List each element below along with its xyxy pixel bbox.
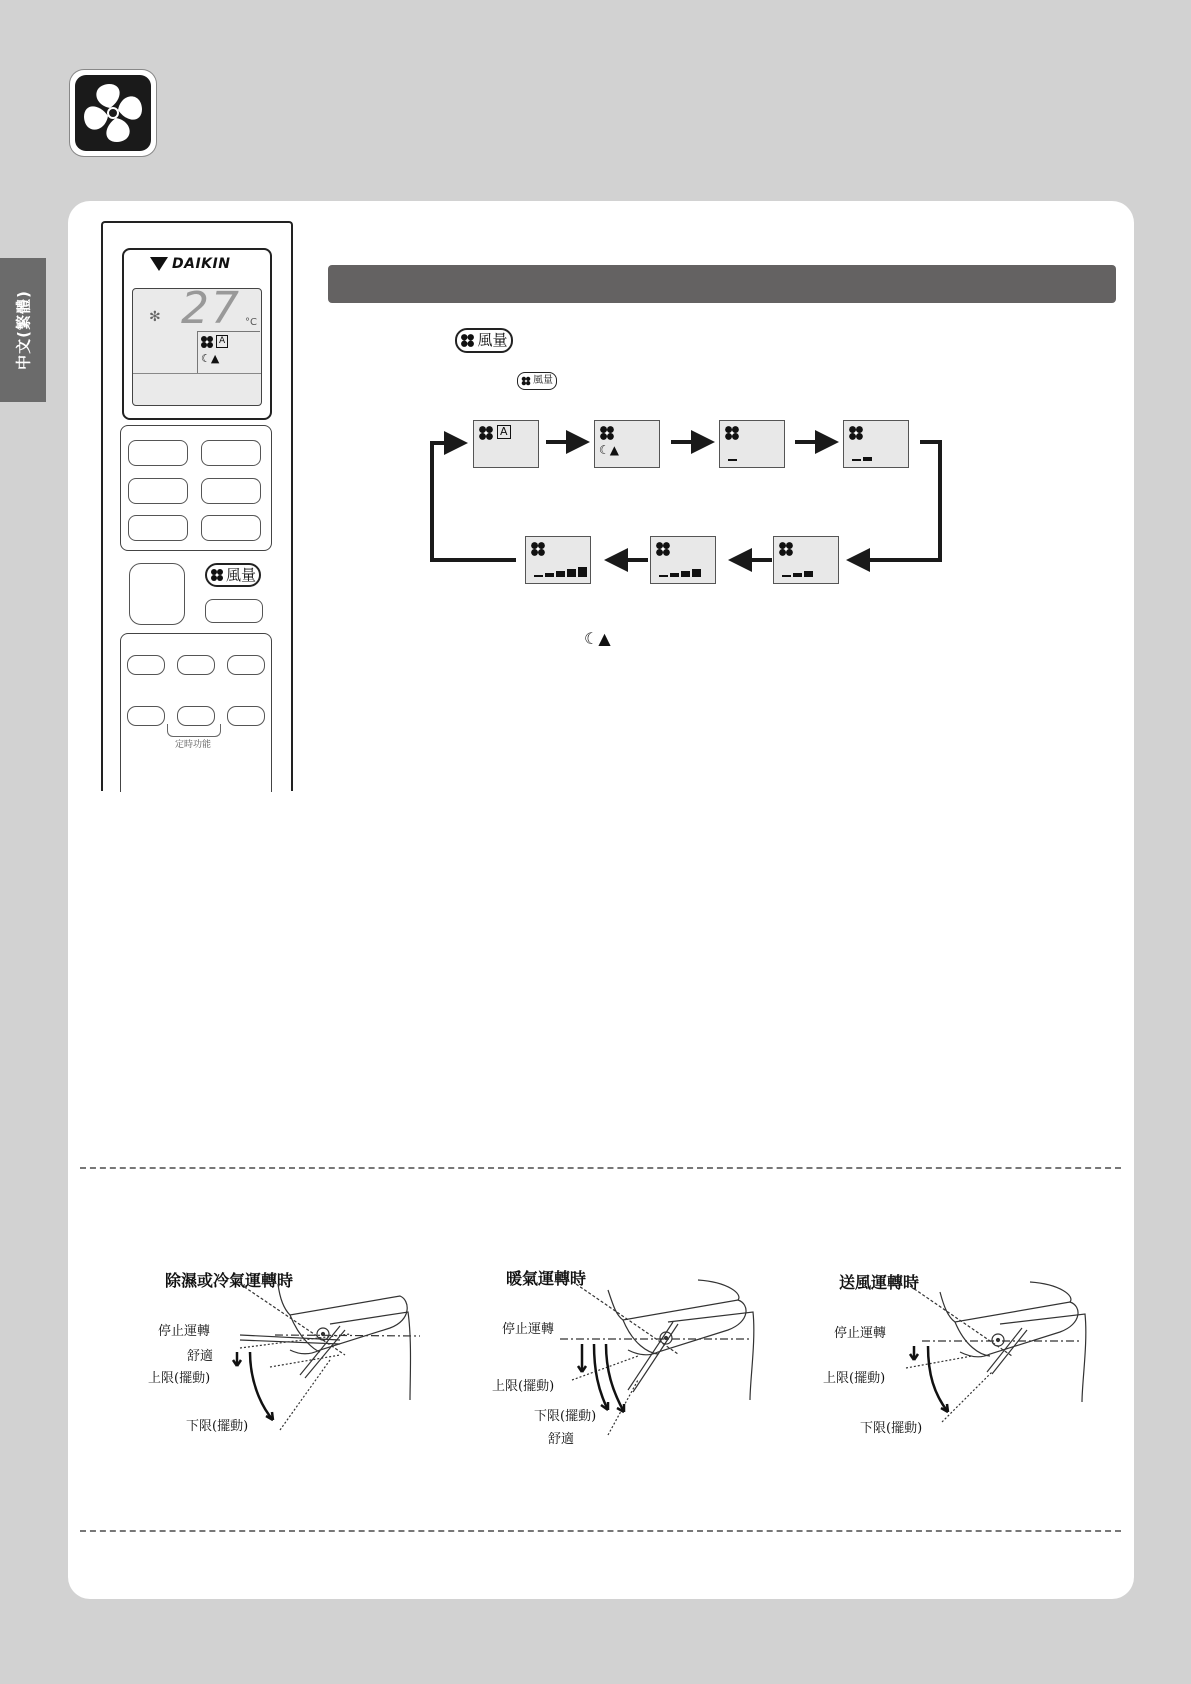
remote-lower-group: [120, 633, 272, 792]
dashed-separator: [80, 1167, 1121, 1169]
remote-button[interactable]: [128, 515, 188, 541]
diagram-title: 送風運轉時: [839, 1273, 920, 1292]
comfort-label: 舒適: [187, 1349, 214, 1364]
upper-limit-label: 上限(擺動): [823, 1371, 886, 1386]
remote-button[interactable]: [128, 440, 188, 466]
fan-icon: [655, 541, 671, 557]
step2-button-label: 風量: [533, 375, 553, 386]
lcd-unit: °C: [245, 317, 257, 328]
fan-icon: [75, 75, 151, 151]
fan-icon: [778, 541, 794, 557]
fan-icon: [530, 541, 546, 557]
remote-display-housing: [122, 248, 272, 420]
fan-icon: [724, 425, 740, 441]
fan-icon: [210, 568, 224, 582]
airflow-diagram-fan: [822, 1262, 1102, 1462]
daikin-logo-icon: [150, 257, 168, 271]
speed-bar: [852, 459, 861, 461]
language-tab-label: 中文(繁體): [14, 290, 33, 370]
language-tab: [0, 258, 46, 402]
comfort-label: 舒適: [548, 1432, 575, 1447]
fan-icon: [460, 333, 475, 348]
power-button[interactable]: [129, 563, 185, 625]
fan-icon: [521, 376, 531, 386]
speed-bar: [863, 457, 872, 461]
lcd-divider: [133, 373, 261, 374]
remote-button[interactable]: [127, 706, 165, 726]
airflow-illustration: [488, 1260, 768, 1460]
brand-name: DAIKIN: [172, 256, 231, 272]
diagram-title: 除濕或冷氣運轉時: [165, 1271, 294, 1290]
step1-button-label: 風量: [477, 331, 508, 349]
quiet-icon: ☾▲: [201, 352, 220, 365]
lcd-fan-level-4: [650, 536, 716, 584]
fan-speed-sequence: [420, 410, 960, 600]
speed-bar: [782, 575, 791, 577]
airflow-illustration: [140, 1260, 420, 1460]
speed-bar: [567, 569, 576, 577]
lcd-fan-level-1: [719, 420, 785, 468]
lcd-fan-quiet: [594, 420, 660, 468]
stop-label: 停止運轉: [502, 1322, 555, 1337]
lcd-fan-auto: [473, 420, 539, 468]
daikin-logo: [150, 256, 230, 272]
fan-icon: [200, 335, 214, 349]
speed-bar: [545, 573, 554, 577]
remote-fan-button[interactable]: [205, 563, 261, 587]
remote-fan-button-label: 風量: [225, 565, 256, 584]
auto-icon: A: [497, 425, 511, 439]
speed-bar: [556, 571, 565, 577]
speed-bar: [728, 459, 737, 461]
lower-limit-label: 下限(擺動): [534, 1409, 597, 1424]
snowflake-icon: ✻: [149, 309, 161, 325]
remote-button[interactable]: [201, 440, 261, 466]
speed-bar: [534, 575, 543, 577]
lower-limit-label: 下限(擺動): [860, 1421, 923, 1436]
remote-button[interactable]: [227, 655, 265, 675]
remote-lcd: [132, 283, 262, 406]
remote-button[interactable]: [177, 655, 215, 675]
quiet-icon: ☾▲: [584, 629, 611, 648]
remote-button[interactable]: [128, 478, 188, 504]
lcd-fan-area: [197, 331, 260, 374]
stop-label: 停止運轉: [158, 1324, 211, 1339]
step1-fan-button-icon: [455, 328, 513, 353]
speed-bar: [681, 571, 690, 577]
remote-button[interactable]: [201, 515, 261, 541]
timer-bracket: [167, 724, 221, 737]
stop-label: 停止運轉: [834, 1326, 887, 1341]
remote-button[interactable]: [127, 655, 165, 675]
auto-icon: A: [216, 335, 228, 348]
step2-fan-button-icon: [517, 372, 557, 390]
speed-bar: [804, 571, 813, 577]
remote-button[interactable]: [205, 599, 263, 623]
section-header: [328, 265, 1116, 303]
lcd-temperature: 27: [181, 283, 241, 334]
remote-button[interactable]: [177, 706, 215, 726]
speed-bar: [578, 567, 587, 577]
remote-button[interactable]: [227, 706, 265, 726]
lcd-fan-level-3: [773, 536, 839, 584]
speed-bar: [793, 573, 802, 577]
lcd-fan-level-5: [525, 536, 591, 584]
speed-bar: [659, 575, 668, 577]
upper-limit-label: 上限(擺動): [492, 1379, 555, 1394]
remote-button-group: [120, 425, 272, 551]
diagram-title: 暖氣運轉時: [506, 1269, 587, 1288]
fan-icon: [599, 425, 615, 441]
remote-button[interactable]: [201, 478, 261, 504]
fan-mode-icon: [70, 70, 156, 156]
airflow-diagram-cool: [140, 1260, 420, 1460]
fan-icon: [848, 425, 864, 441]
quiet-icon: ☾▲: [599, 443, 619, 457]
timer-label: 定時功能: [175, 740, 212, 750]
lcd-fan-level-2: [843, 420, 909, 468]
fan-icon: [478, 425, 494, 441]
dashed-separator: [80, 1530, 1121, 1532]
speed-bar: [692, 569, 701, 577]
upper-limit-label: 上限(擺動): [148, 1371, 211, 1386]
speed-bar: [670, 573, 679, 577]
remote-control: [101, 221, 293, 791]
airflow-diagram-heat: [488, 1260, 768, 1460]
lower-limit-label: 下限(擺動): [186, 1419, 249, 1434]
